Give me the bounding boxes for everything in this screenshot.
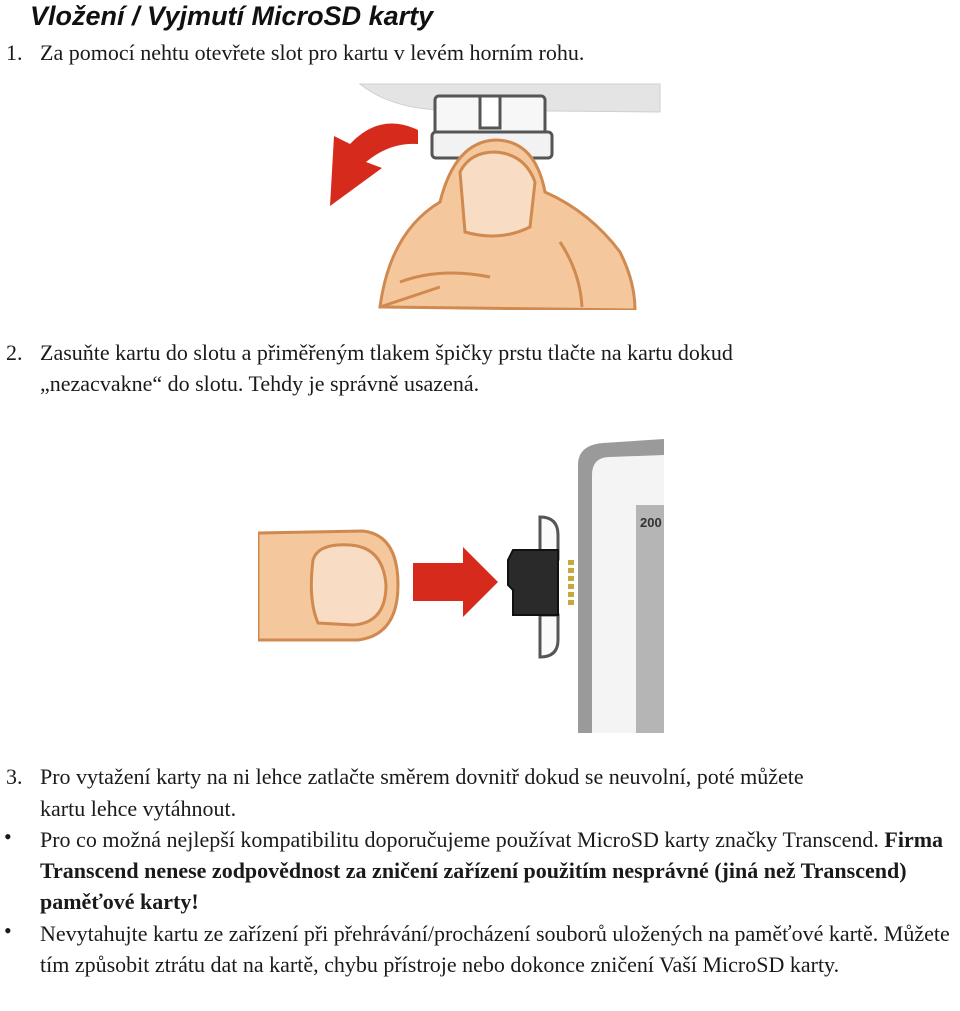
step-2	[6, 338, 733, 368]
step-1-number: 1.	[6, 40, 23, 65]
note-compatibility-text: Pro co možná nejlepší kompatibilitu doporučujeme používat MicroSD karty značky Transcend.	[40, 827, 885, 852]
open-slot-illustration	[320, 82, 665, 310]
step-2-text-line1: Zasuňte kartu do slotu a přiměřeným tlakem špičky prstu tlačte na kartu dokud	[40, 340, 733, 365]
step-2-number: 2.	[6, 340, 23, 365]
note-compatibility	[40, 824, 955, 917]
step-1	[6, 38, 584, 68]
step-2-text-line2: „nezacvakne“ do slotu. Tehdy je správně usazená.	[40, 371, 480, 396]
step-3	[6, 762, 804, 792]
bullet-2-marker: •	[4, 918, 12, 943]
step-3-number: 3.	[6, 764, 23, 789]
red-right-arrow-icon	[413, 547, 498, 617]
red-curved-arrow-icon	[330, 124, 418, 206]
page-title: Vložení / Vyjmutí MicroSD karty	[30, 1, 434, 31]
insert-card-illustration	[258, 435, 664, 735]
step-3-text-line1: Pro vytažení karty na ni lehce zatlačte směrem dovnitř dokud se neuvolní, poté můžete	[40, 764, 804, 789]
microsd-card-icon	[508, 550, 558, 615]
card-contacts	[568, 560, 574, 605]
device-label: 200	[640, 515, 662, 530]
bullet-1-marker: •	[4, 824, 12, 849]
step-3-text-line2: kartu lehce vytáhnout.	[40, 796, 237, 821]
note-removal-warning	[40, 918, 955, 980]
step-1-text: Za pomocí nehtu otevřete slot pro kartu v levém horním rohu.	[40, 40, 585, 65]
note-removal-text: Nevytahujte kartu ze zařízení při přehrávání/procházení souborů uložených na paměťové kartě. Můžete tím způsobit ztrátu dat na kartě, chybu přístroje nebo dokonce zničení Vaší MicroSD karty.	[40, 921, 950, 977]
note-compatibility-warning: Firma Transcend nenese zodpovědnost za zničení zařízení použitím nesprávné (jiná než Transcend) paměťové karty!	[40, 827, 944, 914]
